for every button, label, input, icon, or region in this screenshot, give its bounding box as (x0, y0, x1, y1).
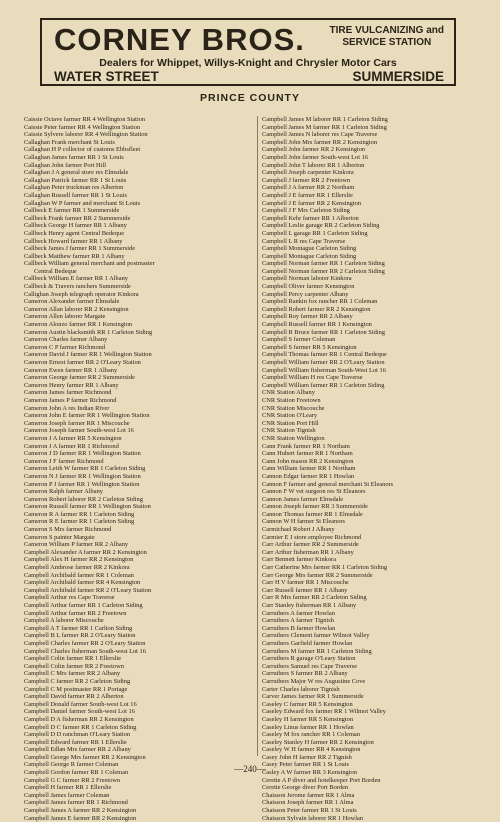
directory-entry: CNR Station Tignish (262, 427, 316, 435)
directory-entry: Carruthers Clement farmer Wilmot Valley (262, 632, 370, 640)
directory-entry: Carter Charles laborer Tignish (262, 685, 340, 693)
directory-entry: Cannon Thomas farmer RR 1 Elmsdale (262, 510, 363, 518)
directory-entry: Campbell L R res Cape Traverse (262, 237, 346, 245)
directory-entry: Cameron Robert laborer RR 2 Carleton Siding (24, 495, 143, 503)
directory-entry: Campbell Archibald farmer RR 4 Kensington (24, 579, 141, 587)
directory-entry: Callbeck William E farmer RR 1 Albany (24, 275, 128, 283)
directory-entry: Campbell Norman farmer RR 2 Carleton Siding (262, 267, 385, 275)
directory-entry: Campbell Alex H farmer RR 2 Kensington (24, 556, 134, 564)
directory-entry: Callaghan Peter truckman res Alberton (24, 184, 124, 192)
directory-entry: Cameron John E farmer RR 1 Wellington Station (24, 412, 150, 420)
directory-entry: Callaghan W P farmer and merchant St Louis (24, 199, 141, 207)
directory-entry: Cameron S painter Margate (24, 533, 95, 541)
directory-entry: Cerette George diver Port Borden (262, 784, 349, 792)
directory-entry: Chaisson Joseph farmer RR 1 Alma (262, 799, 354, 807)
directory-entry: Caseley Linus farmer RR 1 Howlan (262, 723, 354, 731)
directory-entry: Campbell Percy carpenter Albany (262, 290, 349, 298)
directory-entry: Cameron Allen laborer Margate (24, 313, 106, 321)
directory-entry: Callbeck William general merchant and postmaster (24, 260, 155, 268)
directory-entry: Cameron Ralph farmer Albany (24, 488, 103, 496)
directory-entry: Campbell Kehr farmer RR 1 Alberton (262, 214, 359, 222)
directory-entry: Campbell H farmer RR 1 Ellerslie (24, 784, 112, 792)
directory-entry: Callbeck Henry agent Central Bedeque (24, 229, 125, 237)
directory-entry: Campbell Charles farmer RR 2 O'Leary Station (24, 639, 146, 647)
directory-entry: Cann John mason RR 2 Kensington (262, 457, 354, 465)
ad-tagline-line-1: TIRE VULCANIZING and (329, 25, 444, 36)
directory-entry: Callighan Joseph telegraph operator Kinkora (24, 290, 139, 298)
directory-entry: Campbell S farmer RR 5 Kensington (262, 343, 357, 351)
directory-entry: Campbell Joseph carpenter Kinkora (262, 169, 354, 177)
directory-entry: Campbell Montague Carleton Siding (262, 252, 357, 260)
directory-entry: Campbell James E farmer RR 2 Kensington (24, 814, 137, 822)
directory-entry: Cann William farmer RR 1 Northam (262, 465, 356, 473)
directory-column-right (262, 116, 492, 822)
directory-entry: Caseley Stanley H farmer RR 2 Kensington (262, 738, 374, 746)
directory-entry: Cameron Joseph farmer RR 1 Miscouche (24, 419, 130, 427)
directory-entry: Caseley W H farmer RR 4 Kensington (262, 746, 361, 754)
directory-entry: Campbell C M postmaster RR 1 Portage (24, 685, 128, 693)
directory-entry: Carruthers A farmer Howlan (262, 609, 335, 617)
directory-entry: Campbell James farmer Coleman (24, 791, 110, 799)
directory-entry: Campbell William farmer RR 2 O'Leary Station (262, 359, 385, 366)
ad-tagline (330, 25, 444, 49)
directory-entry: Carmier E J store employee Richmond (262, 533, 362, 541)
directory-entry: Carver James farmer RR 1 Summerside (262, 693, 364, 701)
directory-entry: Callbeck E farmer RR 1 Summerside (24, 207, 120, 215)
directory-entry: Campbell A laborer Miscouche (24, 617, 104, 625)
directory-entry: Cameron N J farmer RR 1 Wellington Station (24, 472, 141, 480)
directory-entry: Caissie Octave farmer RR 4 Wellington Station (24, 116, 146, 123)
advertisement-box (40, 18, 456, 86)
directory-entry: Campbell Oliver farmer Kensington (262, 283, 355, 291)
directory-entry: Campbell C Mrs farmer RR 2 Albany (24, 670, 121, 678)
directory-entry: Campbell James N laborer res Cape Traverse (262, 131, 378, 139)
directory-entry: Chaisson Jerome farmer RR 1 Alma (262, 791, 355, 799)
directory-entry: Cameron C P farmer Richmond (24, 343, 106, 351)
directory-entry: Cannon James farmer Elmsdale (262, 495, 344, 503)
directory-entry: Carr Arthur farmer RR 2 Summerside (262, 541, 359, 549)
directory-entry: Campbell S farmer Coleman (262, 336, 336, 344)
directory-entry: Cameron J F farmer Richmond (24, 457, 104, 465)
section-title: PRINCE COUNTY (200, 92, 300, 104)
directory-entry: Campbell Colin farmer RR 2 Freetown (24, 662, 124, 670)
directory-entry: Campbell Rankin fox rancher RR 1 Coleman (262, 298, 378, 306)
directory-entry: Campbell Alexander A farmer RR 2 Kensington (24, 548, 147, 556)
directory-entry: Campbell G C farmer RR 2 Freetown (24, 776, 121, 784)
directory-entry: Campbell Donald farmer South-west Lot 16 (24, 700, 137, 708)
directory-entry: Callaghan James farmer RR 1 St Louis (24, 153, 124, 161)
directory-entry: Casey Peter farmer RR 1 St Louis (262, 761, 349, 769)
column-divider (257, 116, 258, 756)
directory-entry: Carr Arthur fisherman RR 1 Albany (262, 548, 354, 556)
directory-entry: CNR Station Port Hill (262, 419, 319, 427)
directory-entry: Campbell Arthur res Cape Traverse (24, 594, 115, 602)
directory-entry: Caissie Sylvere laborer RR 4 Wellington Station (24, 131, 148, 139)
directory-entry: Cameron J A farmer RR 1 Richmond (24, 442, 119, 450)
directory-entry: Caseley M fox rancher RR 1 Coleman (262, 731, 360, 739)
directory-entry: Cameron R E farmer RR 1 Carleton Siding (24, 518, 135, 526)
directory-entry: Carruthers M farmer RR 1 Carleton Siding (262, 647, 372, 655)
directory-entry: Carmichael Robert J Albany (262, 526, 335, 534)
directory-entry: Campbell D D ranchman O'Leary Station (24, 731, 131, 739)
directory-entry: Callbeck Frank farmer RR 2 Summerside (24, 214, 131, 222)
directory-entry: Cameron R A farmer RR 1 Carleton Siding (24, 510, 135, 518)
directory-entry: Campbell Arthur farmer RR 2 Freetown (24, 609, 127, 617)
directory-entry: Campbell D C farmer RR 1 Carleton Siding (24, 723, 137, 731)
directory-entry: Cameron John A res Indian River (24, 404, 110, 412)
ad-town: SUMMERSIDE (352, 69, 444, 84)
directory-entry: Cameron William P farmer RR 2 Albany (24, 541, 129, 549)
directory-entry: Campbell William H res Cape Traverse (262, 374, 363, 382)
directory-entry: Cameron James P farmer Richmond (24, 396, 117, 404)
directory-entry: Carruthers Samuel res Cape Traverse (262, 662, 358, 670)
directory-entry: Callaghan Russell farmer RR 1 St Louis (24, 191, 127, 199)
directory-entry: Cameron Leith W farmer RR 1 Carleton Siding (24, 465, 146, 473)
directory-entry: Campbell George Mrs farmer RR 2 Kensington (24, 753, 146, 761)
directory-entry: Cannon F W vet surgeon res St Eleanors (262, 488, 366, 496)
ad-dealers-line: Dealers for Whippet, Willys-Knight and Chrysler Motor Cars (99, 57, 397, 69)
directory-entry: Campbell L garage RR 1 Carleton Siding (262, 229, 368, 237)
directory-entry: Campbell Robert farmer RR 2 Kensington (262, 305, 371, 313)
directory-entry: Cameron David J farmer RR 1 Wellington Station (24, 351, 152, 359)
directory-entry: Cameron Alonzo farmer RR 1 Kensington (24, 321, 133, 329)
ad-tagline-line-2: SERVICE STATION (342, 37, 432, 48)
directory-entry: Cameron Russell farmer RR 1 Wellington Station (24, 503, 151, 511)
directory-entry: Callaghan H P collector of customs Ebbsfleet (24, 146, 141, 154)
directory-entry: Campbell James farmer RR 1 Richmond (24, 799, 128, 807)
directory-entry: Callbeck George H farmer RR 1 Albany (24, 222, 127, 230)
directory-entry: Campbell J E farmer RR 1 Ellerslie (262, 191, 353, 199)
directory-entry: Campbell William farmer RR 1 Carleton Siding (262, 381, 385, 389)
directory-entry: Callaghan J A general store res Elmsdale (24, 169, 129, 177)
directory-entry: Carr Russell farmer RR 1 Albany (262, 586, 348, 594)
directory-entry: CNR Station Miscouche (262, 404, 325, 412)
directory-entry: Campbell J A farmer RR 2 Northam (262, 184, 355, 192)
directory-entry: Campbell Gordon farmer RR 1 Coleman (24, 769, 129, 777)
directory-entry: Carr H V farmer RR 1 Miscouche (262, 579, 349, 587)
directory-entry: CNR Station Wellington (262, 434, 325, 442)
directory-entry: Callbeck James J farmer RR 1 Summerside (24, 245, 136, 253)
directory-entry: Campbell J farmer RR 2 Freetown (262, 176, 351, 184)
directory-entry: Campbell David farmer RR 2 Alberton (24, 693, 124, 701)
directory-entry: Campbell J F Mrs Carleton Siding (262, 207, 350, 215)
directory-entry: Campbell Edward farmer RR 1 Ellerslie (24, 738, 127, 746)
directory-entry: Cannon W H farmer St Eleanors (262, 518, 345, 526)
directory-entry: Campbell Arthur farmer RR 1 Carleton Siding (24, 602, 143, 609)
directory-entry: Campbell John T laborer RR 1 Alberton (262, 161, 365, 169)
directory-entry: Campbell Thomas farmer RR 1 Central Bedeque (262, 351, 387, 359)
directory-entry: Carruthers Major W res Augustine Cove (262, 677, 366, 685)
directory-entry: Campbell Daniel farmer South-west Lot 16 (24, 708, 135, 716)
directory-entry: Central Bedeque (34, 267, 77, 275)
directory-entry: Cameron Ewen farmer RR 1 Albany (24, 366, 118, 374)
directory-entry: Cameron Joseph farmer South-west Lot 16 (24, 427, 134, 435)
page-number: —240— (234, 764, 266, 774)
directory-entry: Cannon F farmer and general merchant St Eleanors (262, 480, 394, 488)
directory-entry: Campbell John farmer South-west Lot 16 (262, 153, 368, 161)
directory-entry: Callbeck & Travers ranchers Summerside (24, 283, 131, 291)
directory-entry: Callbeck Howard farmer RR 1 Albany (24, 237, 123, 245)
directory-entry: Cerette A P diver and hotelkeeper Port Borden (262, 776, 381, 784)
directory-entry: Carr Bennett farmer Kinkora (262, 556, 336, 564)
directory-entry: Carruthers R garage O'Leary Station (262, 655, 356, 663)
directory-entry: Campbell Archibald farmer RR 2 O'Leary Station (24, 586, 152, 594)
directory-entry: Callaghan Frank merchant St Louis (24, 138, 115, 146)
directory-entry: Cannon Edgar farmer RR 1 Howlan (262, 472, 355, 480)
directory-entry: Cameron Ernest farmer RR 2 O'Leary Station (24, 359, 141, 366)
directory-entry: Casley A W farmer RR 3 Kensington (262, 769, 357, 777)
directory-entry: Campbell James M farmer RR 1 Carleton Siding (262, 123, 387, 131)
directory-entry: Caseley Edward fox farmer RR 1 Wilmot Valley (262, 708, 386, 716)
directory-entry: Campbell John farmer RR 2 Kensington (262, 146, 366, 154)
directory-entry: Cameron Charles farmer Albany (24, 336, 108, 344)
directory-entry: Cameron Allan laborer RR 2 Kensington (24, 305, 129, 313)
ad-brand-name: CORNEY BROS. (54, 22, 305, 57)
directory-entry: Campbell Norman farmer RR 1 Carleton Siding (262, 260, 385, 268)
directory-entry: Campbell Montague Carleton Siding (262, 245, 357, 253)
directory-entry: Caseley H farmer RR 5 Kensington (262, 715, 354, 723)
directory-entry: Cameron George farmer RR 2 Summerside (24, 374, 135, 382)
directory-entry: Caseley C farmer RR 5 Kensington (262, 700, 353, 708)
directory-entry: Campbell Roy farmer RR 2 Albany (262, 313, 353, 321)
directory-entry: Campbell James M laborer RR 1 Carleton Siding (262, 116, 388, 123)
directory-entry: Cannon Joseph farmer RR 3 Summerside (262, 503, 368, 511)
directory-entry: CNR Station Freetown (262, 396, 321, 404)
directory-entry: CNR Station O'Leary (262, 412, 318, 420)
directory-entry: Callaghan Patrick farmer RR 1 St Louis (24, 176, 127, 184)
directory-entry: Carr Catherine Mrs farmer RR 1 Carleton Siding (262, 564, 388, 572)
directory-entry: Campbell Leslie garage RR 2 Carleton Siding (262, 222, 380, 230)
directory-entry: Campbell Archibald farmer RR 1 Coleman (24, 571, 134, 579)
directory-entry: Campbell J E farmer RR 2 Kensington (262, 199, 362, 207)
directory-entry: Campbell Charles fisherman South-west Lot 16 (24, 647, 146, 655)
directory-entry: Chaisson Sylvain laborer RR 1 Howlan (262, 814, 363, 822)
directory-entry: Cameron James farmer Richmond (24, 389, 112, 397)
directory-entry: Carruthers Garfield farmer Howlan (262, 639, 353, 647)
directory-entry: Callbeck Matthew farmer RR 1 Albany (24, 252, 125, 260)
directory-entry: CNR Station Albany (262, 389, 315, 397)
directory-entry: Carr George Mrs farmer RR 2 Summerside (262, 571, 373, 579)
directory-entry: Campbell John Mrs farmer RR 2 Kensington (262, 138, 378, 146)
directory-entry: Cann Frank farmer RR 1 Northam (262, 442, 350, 450)
ad-street: WATER STREET (54, 69, 159, 84)
directory-entry: Cameron J A farmer RR 5 Kensington (24, 434, 122, 442)
directory-entry: Cameron Alexander farmer Elmsdale (24, 298, 120, 306)
directory-entry: Campbell C farmer RR 2 Carleton Siding (24, 677, 131, 685)
directory-entry: Casey John H farmer RR 2 Tignish (262, 753, 352, 761)
directory-entry: Cameron S Mrs farmer Richmond (24, 526, 112, 534)
directory-entry: Campbell Edlan Mrs farmer RR 2 Albany (24, 746, 131, 754)
directory-entry: Campbell James A farmer RR 2 Kensington (24, 807, 137, 815)
directory-entry: Cameron P J farmer RR 1 Wellington Station (24, 480, 140, 488)
directory-entry: Caissie Peter farmer RR 4 Wellington Station (24, 123, 141, 131)
directory-entry: Chaisson Peter farmer RR 1 St Louis (262, 807, 357, 815)
directory-entry: Cameron Henry farmer RR 1 Albany (24, 381, 119, 389)
directory-entry: Campbell A T farmer RR 1 Carlton Siding (24, 624, 133, 632)
directory-entry: Campbell Ambrose farmer RR 2 Kinkora (24, 564, 130, 572)
directory-entry: Carr Stanley fisherman RR 1 Albany (262, 602, 357, 609)
directory-entry: Carr R Mrs farmer RR 2 Carleton Siding (262, 594, 367, 602)
directory-entry: Campbell D A fisherman RR 2 Kensington (24, 715, 134, 723)
directory-entry: Campbell Colin farmer RR 1 Ellerslie (24, 655, 122, 663)
directory-entry: Callaghan John farmer Port Hill (24, 161, 106, 169)
directory-entry: Carruthers B farmer Howlan (262, 624, 336, 632)
directory-entry: Campbell B L farmer RR 2 O'Leary Station (24, 632, 136, 640)
directory-entry: Cameron Austin blacksmith RR 1 Carleton Siding (24, 328, 153, 336)
directory-entry: Campbell George R farmer Coleman (24, 761, 119, 769)
directory-entry: Carruthers S farmer RR 2 Albany (262, 670, 348, 678)
directory-entry: Campbell Norman laborer Kinkora (262, 275, 352, 283)
directory-entry: Carruthers A farmer Tignish (262, 617, 334, 625)
directory-entry: Cameron J D farmer RR 1 Wellington Station (24, 450, 141, 458)
directory-entry: Campbell R Bruce farmer RR 1 Carleton Siding (262, 328, 385, 336)
directory-entry: Cann Hubert farmer RR 1 Northam (262, 450, 353, 458)
directory-entry: Campbell William fisherman South-West Lot 16 (262, 366, 386, 374)
directory-entry: Campbell Russell farmer RR 1 Kensington (262, 321, 372, 329)
